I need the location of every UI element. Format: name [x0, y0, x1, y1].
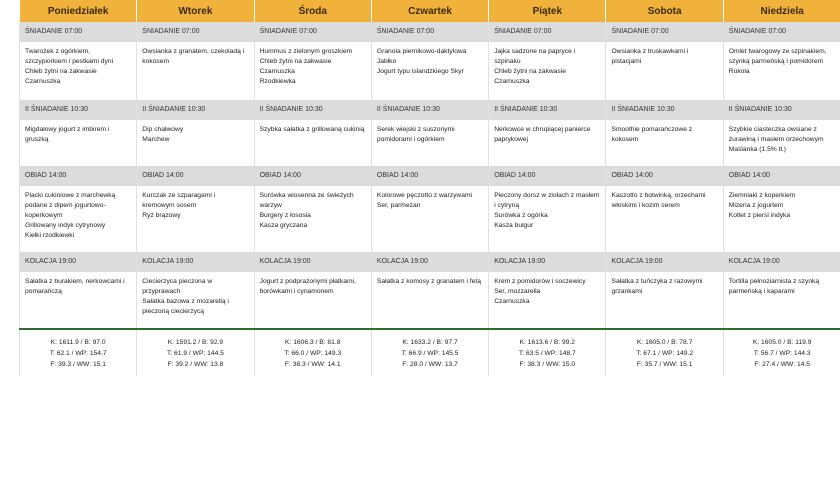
nutrition-summary-line: F: 38.3 / WW: 14.1 [284, 360, 341, 368]
nutrition-summary-cell [371, 329, 488, 376]
meal-items-row [20, 42, 840, 100]
meal-items-cell [489, 272, 606, 329]
dish-name: Chleb żytni na zakwasie [494, 68, 566, 75]
meal-items-cell [137, 42, 254, 100]
meal-items-cell [371, 186, 488, 252]
dish-name: Burgery z łososia [259, 212, 311, 219]
nutrition-summary-line: T: 56.7 / WP: 144.3 [753, 349, 811, 357]
meal-time-label: KOLACJA 19:00 [254, 252, 371, 272]
dish-name: Czarnuszka [494, 298, 530, 305]
dish-name: Chleb żytni na zakwasie [259, 58, 332, 65]
dish-name: Szybka sałatka z grillowaną cukinią [259, 126, 365, 133]
dish-name: Sałatka z komosy z granatem i fetą [376, 278, 481, 285]
dish-name: Surówka wiosenna ze świeżych warzyw [259, 192, 354, 209]
meal-time-label: KOLACJA 19:00 [489, 252, 606, 272]
meal-items-cell [371, 272, 488, 329]
nutrition-summary-line: T: 66.9 / WP: 145.5 [401, 349, 459, 357]
dish-name: Owsianka z granatem, czekoladą i kokosem [142, 48, 245, 65]
dish-name: Sałatka bazowa z mozarellą i pieczoną ciecierzycą [142, 298, 229, 315]
nutrition-summary-line: T: 63.5 / WP: 148.7 [518, 349, 576, 357]
day-header: Środa [254, 0, 371, 22]
nutrition-summary-line: T: 66.0 / WP: 149.3 [284, 349, 342, 357]
dish-name: Placki cukiniowe z marchewką podane z dipem jogurtowo-koperkowym [25, 192, 116, 219]
nutrition-summary-line: F: 35.7 / WW: 15.1 [636, 360, 693, 368]
meal-items-cell [137, 120, 254, 166]
dish-name: Granola piernikowo-daktylowa [376, 48, 467, 55]
meal-time-label: ŚNIADANIE 07:00 [20, 22, 137, 42]
meal-plan-table [19, 0, 840, 376]
meal-time-label: II ŚNIADANIE 10:30 [723, 100, 840, 120]
dish-name: Kolorowe pęczotto z warzywami [376, 192, 473, 199]
day-header: Sobota [606, 0, 723, 22]
meal-items-cell [20, 186, 137, 252]
meal-items-cell [489, 186, 606, 252]
dish-name: Dip chałwowy [142, 126, 184, 133]
meal-time-label: OBIAD 14:00 [606, 166, 723, 186]
meal-time-label: OBIAD 14:00 [371, 166, 488, 186]
meal-time-label: ŚNIADANIE 07:00 [489, 22, 606, 42]
meal-time-label: II ŚNIADANIE 10:30 [606, 100, 723, 120]
meal-time-label: OBIAD 14:00 [254, 166, 371, 186]
dish-name: Czarnuszka [25, 78, 61, 85]
meal-items-cell [606, 120, 723, 166]
nutrition-summary-cell [254, 329, 371, 376]
meal-time-label: II ŚNIADANIE 10:30 [254, 100, 371, 120]
nutrition-summary-cell [606, 329, 723, 376]
meal-items-cell [723, 120, 840, 166]
dish-name: Tortilla pełnoziarnista z szynką parmeńską i kaparami [728, 278, 820, 295]
dish-name: Jogurt z podprażonymi płatkami, borówkami i cynamonem [259, 278, 356, 295]
day-header: Piątek [489, 0, 606, 22]
nutrition-summary-line: F: 27.4 / WW: 14.5 [754, 360, 810, 368]
nutrition-summary-line: K: 1605.0 / B: 78.7 [636, 338, 693, 346]
meal-plan-body [20, 22, 840, 376]
day-header: Poniedziałek [20, 0, 137, 22]
meal-header-row [20, 252, 840, 272]
meal-items-cell [723, 42, 840, 100]
meal-items-cell [489, 42, 606, 100]
meal-items-cell [254, 272, 371, 329]
nutrition-summary-cell [489, 329, 606, 376]
meal-items-cell [254, 186, 371, 252]
meal-items-cell [254, 42, 371, 100]
dish-name: Sałatka z burakiem, nerkowcami i pomarańczą [25, 278, 125, 295]
dish-name: Ser, parmezan [376, 202, 421, 209]
meal-items-cell [371, 120, 488, 166]
dish-name: Czarnuszka [494, 78, 530, 85]
dish-name: Jajka sadzone na papryce i szpinaku [494, 48, 576, 65]
dish-name: Marchew [142, 136, 170, 143]
meal-time-label: OBIAD 14:00 [137, 166, 254, 186]
dish-name: Nerkowce w chrupiącej panierce paprykowej [494, 126, 591, 143]
meal-items-cell [137, 272, 254, 329]
meal-items-cell [723, 186, 840, 252]
dish-name: Jabłko [376, 58, 397, 65]
meal-items-row [20, 120, 840, 166]
dish-name: Krem z pomidorów i soczewicy [494, 278, 586, 285]
dish-name: Kiełki rzodkiewki [25, 232, 75, 239]
dish-name: Mizeria z jogurtem [728, 202, 784, 209]
dish-name: Sałatka z tuńczyka z razowymi grzankami [611, 278, 703, 295]
dish-name: Omlet twarogowy ze szpinakiem, szynką parmeńską i pomidorem [728, 48, 827, 65]
nutrition-summary-line: K: 1613.6 / B: 99.2 [519, 338, 576, 346]
meal-time-label: II ŚNIADANIE 10:30 [137, 100, 254, 120]
dish-name: Owsianka z truskawkami i pistacjami [611, 48, 689, 65]
meal-time-label: KOLACJA 19:00 [606, 252, 723, 272]
dish-name: Surówka z ogórka [494, 212, 548, 219]
nutrition-summary-line: K: 1605.0 / B: 119.9 [752, 338, 812, 346]
nutrition-summary-line: K: 1606.3 / B: 81.8 [285, 338, 341, 346]
meal-time-label: ŚNIADANIE 07:00 [254, 22, 371, 42]
meal-time-label: KOLACJA 19:00 [20, 252, 137, 272]
meal-header-row [20, 100, 840, 120]
nutrition-summary-line: F: 28.0 / WW: 13.7 [402, 360, 458, 368]
dish-name: Smoothie pomarańczowe z kokosem [611, 126, 693, 143]
meal-items-cell [20, 272, 137, 329]
dish-name: Pieczony dorsz w ziołach z masłem i cytryną [494, 192, 600, 209]
dish-name: Kurczak ze szparagami i kremowym sosem [142, 192, 216, 209]
dish-name: Rzodkiewka [259, 78, 296, 85]
dish-name: Kaszotto z botwinką, orzechami włoskimi i kozim serem [611, 192, 706, 209]
nutrition-summary-line: K: 1633.2 / B: 97.7 [402, 338, 458, 346]
meal-time-label: II ŚNIADANIE 10:30 [489, 100, 606, 120]
meal-time-label: OBIAD 14:00 [20, 166, 137, 186]
meal-items-cell [489, 120, 606, 166]
dish-name: Ziemniaki z koperkiem [728, 192, 796, 199]
dish-name: Szybkie ciasteczka owsiane z żurawiną i masłem orzechowym [728, 126, 824, 143]
nutrition-summary-cell [723, 329, 840, 376]
meal-time-label: ŚNIADANIE 07:00 [137, 22, 254, 42]
meal-header-row [20, 22, 840, 42]
dish-name: Ciecierzyca pieczona w przyprawach [142, 278, 213, 295]
nutrition-summary-line: F: 39.2 / WW: 13.8 [167, 360, 224, 368]
nutrition-summary-line: T: 67.1 / WP: 149.2 [636, 349, 694, 357]
meal-items-cell [20, 120, 137, 166]
meal-time-label: OBIAD 14:00 [723, 166, 840, 186]
dish-name: Grillowany indyk cytrynowy [25, 222, 106, 229]
meal-items-cell [371, 42, 488, 100]
meal-time-label: KOLACJA 19:00 [137, 252, 254, 272]
meal-items-cell [606, 42, 723, 100]
dish-name: Kasza bulgur [494, 222, 534, 229]
dish-name: Hummus z zielonym groszkiem [259, 48, 353, 55]
meal-items-cell [254, 120, 371, 166]
meal-time-label: KOLACJA 19:00 [723, 252, 840, 272]
meal-time-label: ŚNIADANIE 07:00 [606, 22, 723, 42]
meal-items-row [20, 272, 840, 329]
meal-items-cell [20, 42, 137, 100]
meal-time-label: ŚNIADANIE 07:00 [371, 22, 488, 42]
nutrition-summary-line: F: 39.3 / WW: 15.1 [50, 360, 106, 368]
dish-name: Kotlet z piersi indyka [728, 212, 791, 219]
meal-time-label: OBIAD 14:00 [489, 166, 606, 186]
nutrition-summary-line: K: 1591.2 / B: 92.9 [167, 338, 224, 346]
nutrition-summary-line: K: 1611.9 / B: 97.0 [50, 338, 106, 346]
meal-items-cell [137, 186, 254, 252]
day-header: Wtorek [137, 0, 254, 22]
dish-name: Chleb żytni na zakwasie [25, 68, 97, 75]
dish-name: Jogurt typu islandzkiego Skyr [376, 68, 464, 75]
nutrition-summary-line: T: 62.1 / WP: 154.7 [49, 349, 107, 357]
meal-time-label: II ŚNIADANIE 10:30 [20, 100, 137, 120]
meal-time-label: ŚNIADANIE 07:00 [723, 22, 840, 42]
meal-items-cell [606, 272, 723, 329]
meal-items-row [20, 186, 840, 252]
dish-name: Ryż brązowy [142, 212, 181, 219]
day-header: Niedziela [723, 0, 840, 22]
meal-header-row [20, 166, 840, 186]
meal-items-cell [606, 186, 723, 252]
dish-name: Migdałowy jogurt z imbirem i gruszką [25, 126, 110, 143]
dish-name: Serek wiejski z suszonymi pomidorami i ogórkiem [376, 126, 455, 143]
day-header: Czwartek [371, 0, 488, 22]
meal-time-label: KOLACJA 19:00 [371, 252, 488, 272]
day-header-row [20, 0, 840, 22]
nutrition-summary-row [20, 329, 840, 376]
nutrition-summary-line: T: 61.9 / WP: 144.5 [167, 349, 224, 357]
nutrition-summary-line: F: 38.3 / WW: 15.0 [519, 360, 576, 368]
nutrition-summary-cell [20, 329, 137, 376]
nutrition-summary-cell [137, 329, 254, 376]
dish-name: Kasza gryczana [259, 222, 308, 229]
meal-items-cell [723, 272, 840, 329]
dish-name: Czarnuszka [259, 68, 295, 75]
meal-time-label: II ŚNIADANIE 10:30 [371, 100, 488, 120]
dish-name: Rukola [728, 68, 750, 75]
dish-name: Twarożek z ogórkiem, szczypiorkiem i pestkami dyni [25, 48, 114, 65]
dish-name: Maślanka (1.5% tł.) [728, 146, 787, 153]
dish-name: Ser, mozzarella [494, 288, 541, 295]
